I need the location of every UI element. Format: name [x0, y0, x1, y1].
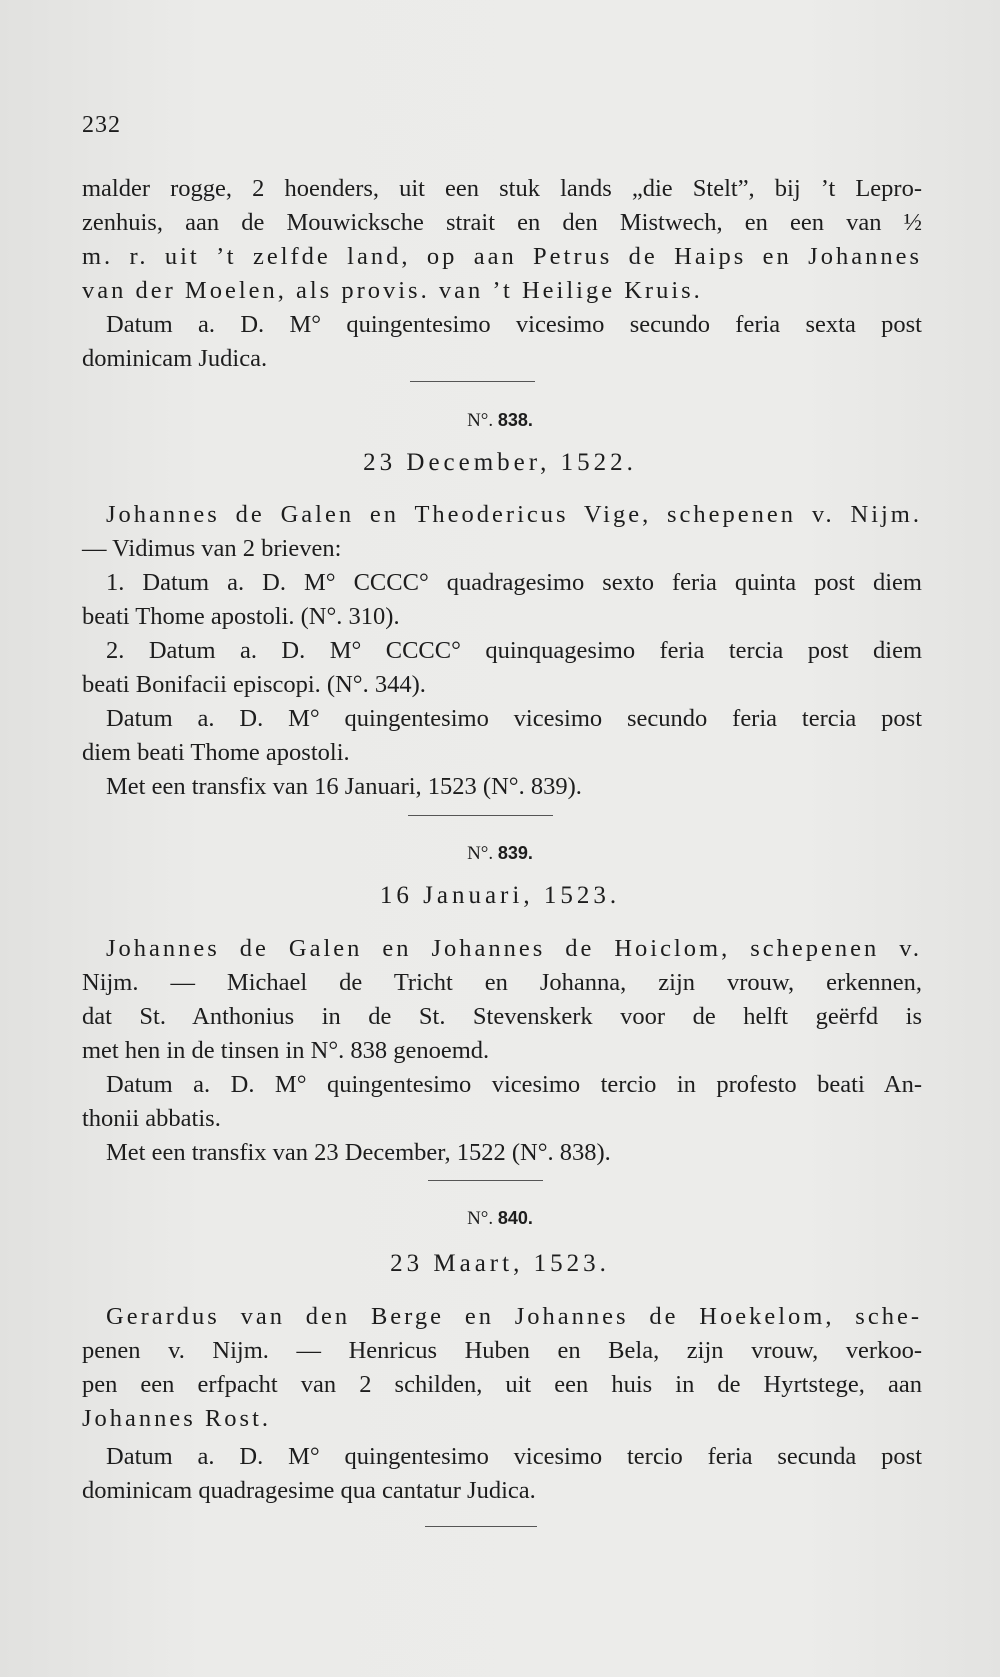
- entry-number: [0, 1208, 1000, 1230]
- page-number: 232: [82, 112, 121, 138]
- entry-number-value: 838.: [497, 410, 533, 430]
- entry-number-prefix: N°.: [467, 1208, 494, 1229]
- entry-date: 16 Januari, 1523.: [379, 882, 621, 909]
- entry-number-value: 839.: [497, 843, 533, 863]
- entry-line: Johannes Rost.: [82, 1405, 271, 1432]
- entry-line: Johannes de Galen en Johannes de Hoiclom, schepenen v.: [106, 935, 922, 962]
- entry-line: pen een erfpacht van 2 schilden, uit een huis in de Hyrtstege, aan: [82, 1371, 922, 1398]
- entry-line: dat St. Anthonius in de St. Stevenskerk voor de helft geërfd is: [82, 1003, 922, 1030]
- entry-number: [0, 843, 1000, 865]
- entry-line: thonii abbatis.: [82, 1105, 221, 1132]
- section-divider: [428, 1180, 543, 1181]
- entry-number-prefix: N°.: [467, 843, 494, 864]
- entry-number: [0, 410, 1000, 432]
- entry-line: Datum a. D. M° quingentesimo vicesimo tercio in profesto beati An-: [106, 1071, 922, 1098]
- entry-line: — Vidimus van 2 brieven:: [82, 535, 342, 562]
- section-divider: [410, 381, 535, 382]
- entry-line: Gerardus van den Berge en Johannes de Hoekelom, sche-: [106, 1303, 922, 1330]
- entry-line: beati Bonifacii episcopi. (N°. 344).: [82, 671, 426, 698]
- intro-line: m. r. uit ’t zelfde land, op aan Petrus de Haips en Johannes: [82, 243, 922, 270]
- entry-line: Datum a. D. M° quingentesimo vicesimo secundo feria tercia post: [106, 705, 922, 732]
- entry-date: 23 Maart, 1523.: [390, 1250, 610, 1277]
- intro-line: zenhuis, aan de Mouwicksche strait en den Mistwech, en een van ½: [82, 209, 922, 236]
- entry-line: diem beati Thome apostoli.: [82, 739, 350, 766]
- entry-number-prefix: N°.: [467, 410, 494, 431]
- entry-line: Datum a. D. M° quingentesimo vicesimo tercio feria secunda post: [106, 1443, 922, 1470]
- entry-line: met hen in de tinsen in N°. 838 genoemd.: [82, 1037, 490, 1064]
- entry-line: beati Thome apostoli. (N°. 310).: [82, 603, 400, 630]
- entry-line: 2. Datum a. D. M° CCCC° quinquagesimo feria tercia post diem: [106, 637, 922, 664]
- intro-line: van der Moelen, als provis. van ’t Heilige Kruis.: [82, 277, 703, 304]
- entry-number-value: 840.: [497, 1208, 533, 1228]
- entry-line: Met een transfix van 16 Januari, 1523 (N°. 839).: [106, 773, 582, 800]
- entry-line: Nijm. — Michael de Tricht en Johanna, zijn vrouw, erkennen,: [82, 969, 922, 996]
- intro-line: dominicam Judica.: [82, 345, 268, 372]
- entry-date: 23 December, 1522.: [363, 449, 637, 476]
- entry-line: Met een transfix van 23 December, 1522 (N°. 838).: [106, 1139, 611, 1166]
- section-divider: [425, 1526, 537, 1527]
- intro-line: malder rogge, 2 hoenders, uit een stuk lands „die Stelt”, bij ’t Lepro-: [82, 175, 922, 202]
- entry-line: Johannes de Galen en Theodericus Vige, schepenen v. Nijm.: [106, 501, 922, 528]
- section-divider: [408, 815, 553, 816]
- entry-line: 1. Datum a. D. M° CCCC° quadragesimo sexto feria quinta post diem: [106, 569, 922, 596]
- intro-line: Datum a. D. M° quingentesimo vicesimo secundo feria sexta post: [106, 311, 922, 338]
- entry-line: dominicam quadragesime qua cantatur Judica.: [82, 1477, 536, 1504]
- entry-line: penen v. Nijm. — Henricus Huben en Bela, zijn vrouw, verkoo-: [82, 1337, 922, 1364]
